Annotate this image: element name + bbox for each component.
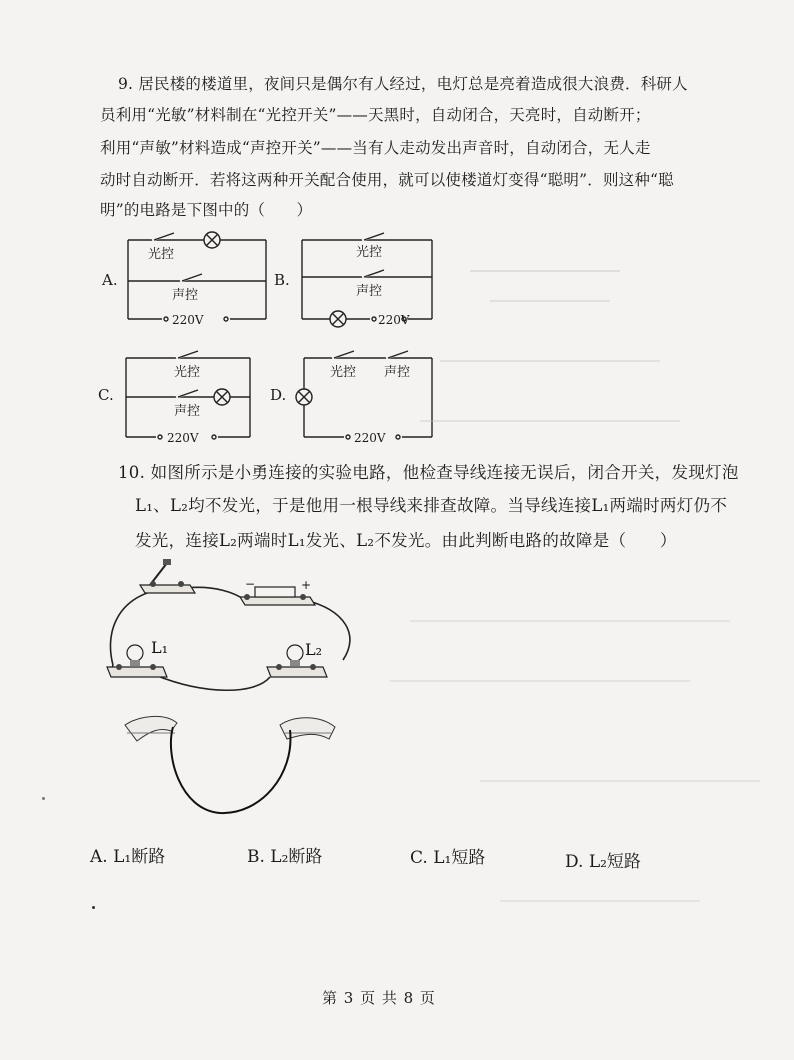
q10-answer-b: B. L₂断路 [247, 847, 323, 867]
option-b-switch1: 光控 [356, 245, 383, 260]
option-c-letter: C. [98, 386, 114, 404]
option-a-switch2: 声控 [172, 288, 199, 303]
q9-line-3: 利用“声敏”材料造成“声控开关”——当有人走动发出声音时，自动闭合，无人走 [100, 139, 651, 157]
q9-line-1: 9. 居民楼的楼道里，夜间只是偶尔有人经过，电灯总是亮着造成很大浪费．科研人 [118, 75, 688, 93]
q10-line-1: 10. 如图所示是小勇连接的实验电路，他检查导线连接无误后，闭合开关，发现灯泡 [118, 463, 739, 482]
q10-line-2: L₁、L₂均不发光，于是他用一根导线来排查故障。当导线连接L₁两端时两灯仍不 [135, 496, 728, 515]
option-d-switch2: 声控 [384, 365, 411, 380]
test-wire [171, 727, 291, 813]
switch-component [140, 559, 195, 593]
battery-component [240, 577, 315, 605]
option-d-switch1: 光控 [330, 365, 357, 380]
option-b-supply: 220V [378, 313, 410, 327]
lamp1-label: L₁ [151, 638, 169, 657]
q9-line-2: 员利用“光敏”材料制在“光控开关”——天黑时，自动闭合，天亮时，自动断开； [100, 106, 651, 124]
circuit-a [128, 232, 266, 321]
option-d-letter: D. [270, 386, 287, 404]
lamp-l2 [267, 640, 327, 677]
battery-minus-label: − [245, 577, 256, 591]
right-hand [280, 718, 335, 739]
option-a-letter: A. [102, 271, 118, 289]
option-a-supply: 220V [172, 313, 204, 327]
option-d-supply: 220V [354, 431, 386, 445]
q9-line-4: 动时自动断开．若将这两种开关配合使用，就可以使楼道灯变得“聪明”．则这种“聪 [100, 171, 674, 189]
option-c-switch2: 声控 [174, 404, 201, 419]
q9-line-5: 明”的电路是下图中的（ ） [100, 201, 313, 219]
option-b-letter: B. [274, 271, 290, 289]
q10-answer-c: C. L₁短路 [410, 848, 486, 868]
option-c-switch1: 光控 [174, 365, 201, 380]
q10-answer-a: A. L₁断路 [90, 847, 166, 867]
lamp2-label: L₂ [305, 640, 323, 659]
option-a-switch1: 光控 [148, 247, 175, 262]
left-hand [125, 716, 177, 741]
q10-answer-d: D. L₂短路 [565, 852, 641, 872]
option-c-supply: 220V [167, 431, 199, 445]
q10-circuit-figure [95, 555, 365, 830]
lamp-l1 [107, 638, 168, 677]
page-footer: 第 3 页 共 8 页 [322, 989, 436, 1007]
q10-line-3: 发光，连接L₂两端时L₁发光、L₂不发光。由此判断电路的故障是（ ） [135, 531, 677, 550]
option-b-switch2: 声控 [356, 284, 383, 299]
stray-dot [92, 906, 95, 909]
stray-dot [42, 797, 45, 800]
battery-plus-label: + [301, 578, 312, 592]
